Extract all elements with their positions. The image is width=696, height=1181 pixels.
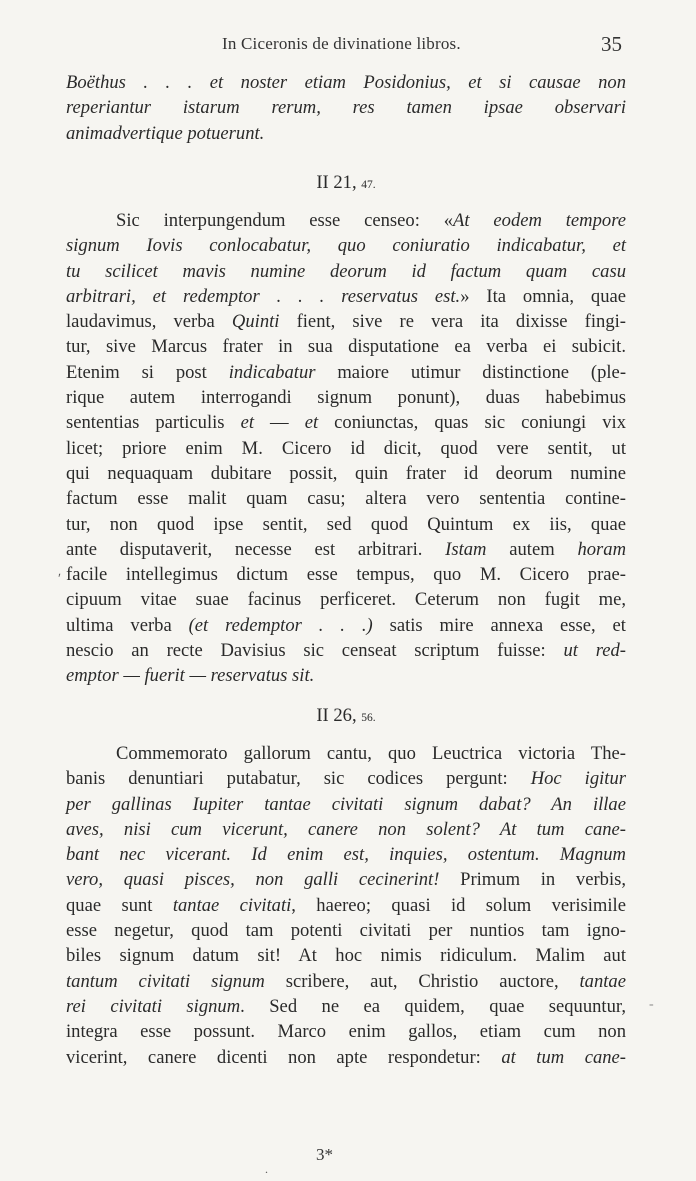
text-line: vicerint, canere dicenti non apte respondetur: at tum cane- <box>66 1046 626 1068</box>
text-line: cipuum vitae suae facinus perficeret. Ceterum non fugit me, <box>66 589 626 611</box>
text-line: per gallinas Iupiter tantae civitati signum dabat? An illae <box>66 793 626 815</box>
text-line: rei civitati signum. Sed ne ea quidem, quae sequuntur, <box>66 995 626 1017</box>
running-title: In Ciceronis de divinatione libros. <box>222 34 461 53</box>
paragraph <box>66 208 626 689</box>
text-line: emptor — fuerit — reservatus sit. <box>66 665 315 687</box>
text-line: nescio an recte Davisius sic censeat scriptum fuisse: ut red- <box>66 640 626 662</box>
text-line: facile intellegimus dictum esse tempus, quo M. Cicero prae- <box>66 564 626 586</box>
margin-mark: - <box>649 997 654 1012</box>
heading-subreference: 56. <box>361 712 376 724</box>
quotation-block <box>66 70 626 146</box>
text-line: banis denuntiari putabatur, sic codices pergunt: Hoc igitur <box>66 768 626 790</box>
text-line: Boëthus . . . et noster etiam Posidonius, et si causae non <box>66 72 626 93</box>
text-line: esse negetur, quod tam potenti civitati per nuntios tam igno- <box>66 920 626 942</box>
text-line: Commemorato gallorum cantu, quo Leuctrica victoria The- <box>116 743 626 764</box>
text-line: ante disputaverit, necesse est arbitrari. Istam autem horam <box>66 538 626 560</box>
text-line: ultima verba (et redemptor . . .) satis mire annexa esse, et <box>66 614 626 636</box>
text-line: tantum civitati signum scribere, aut, Christio auctore, tantae <box>66 970 626 992</box>
section-heading <box>66 703 626 728</box>
text-line: quae sunt tantae civitati, haereo; quasi id solum verisimile <box>66 894 626 916</box>
text-line: signum Iovis conlocabatur, quo coniuratio indicabatur, et <box>66 235 626 257</box>
text-line: qui nequaquam dubitare possit, quin frater id deorum numine <box>66 462 626 484</box>
text-line: tur, sive Marcus frater in sua disputatione ea verba ei subicit. <box>66 336 626 358</box>
text-line: laudavimus, verba Quinti fient, sive re vera ita dixisse fingi- <box>66 311 626 333</box>
text-line: reperiantur istarum rerum, res tamen ipsae observari <box>66 97 626 119</box>
margin-mark: ʹ <box>58 572 62 587</box>
text-line: tu scilicet mavis numine deorum id factum quam casu <box>66 260 626 282</box>
section-heading <box>66 170 626 195</box>
text-line: licet; priore enim M. Cicero id dicit, quod vere sentit, ut <box>66 437 626 459</box>
paragraph <box>66 741 626 1070</box>
text-line: Etenim si post indicabatur maiore utimur distinctione (ple- <box>66 361 627 383</box>
footer-dot: . <box>265 1162 268 1176</box>
heading-subreference: 47. <box>361 179 376 191</box>
text-line: integra esse possunt. Marco enim gallos, etiam cum non <box>66 1021 626 1043</box>
running-header <box>0 34 696 60</box>
text-line: tur, non quod ipse sentit, sed quod Quintum ex iis, quae <box>66 513 626 535</box>
text-line: sententias particulis et — et coniunctas, quas sic coniungi vix <box>66 412 627 434</box>
text-line: biles signum datum sit! At hoc nimis ridiculum. Malim aut <box>66 945 626 967</box>
text-line: factum esse malit quam casu; altera vero sententia contine- <box>66 488 626 510</box>
text-line: animadvertique potuerunt. <box>66 122 265 144</box>
page-number: 35 <box>601 32 622 56</box>
text-line: vero, quasi pisces, non galli cecinerint! Primum in verbis, <box>66 869 626 891</box>
heading-reference: II 26, <box>316 705 357 726</box>
signature-mark: 3* <box>316 1145 333 1164</box>
text-line: Sic interpungendum esse censeo: «At eodem tempore <box>116 210 627 231</box>
text-line: bant nec vicerant. Id enim est, inquies, ostentum. Magnum <box>66 844 626 866</box>
heading-reference: II 21, <box>316 172 357 193</box>
text-line: aves, nisi cum vicerunt, canere non solent? At tum cane- <box>66 818 626 840</box>
text-line: rique autem interrogandi signum ponunt), duas habebimus <box>66 387 626 409</box>
text-line: arbitrari, et redemptor . . . reservatus est.» Ita omnia, quae <box>66 285 627 307</box>
